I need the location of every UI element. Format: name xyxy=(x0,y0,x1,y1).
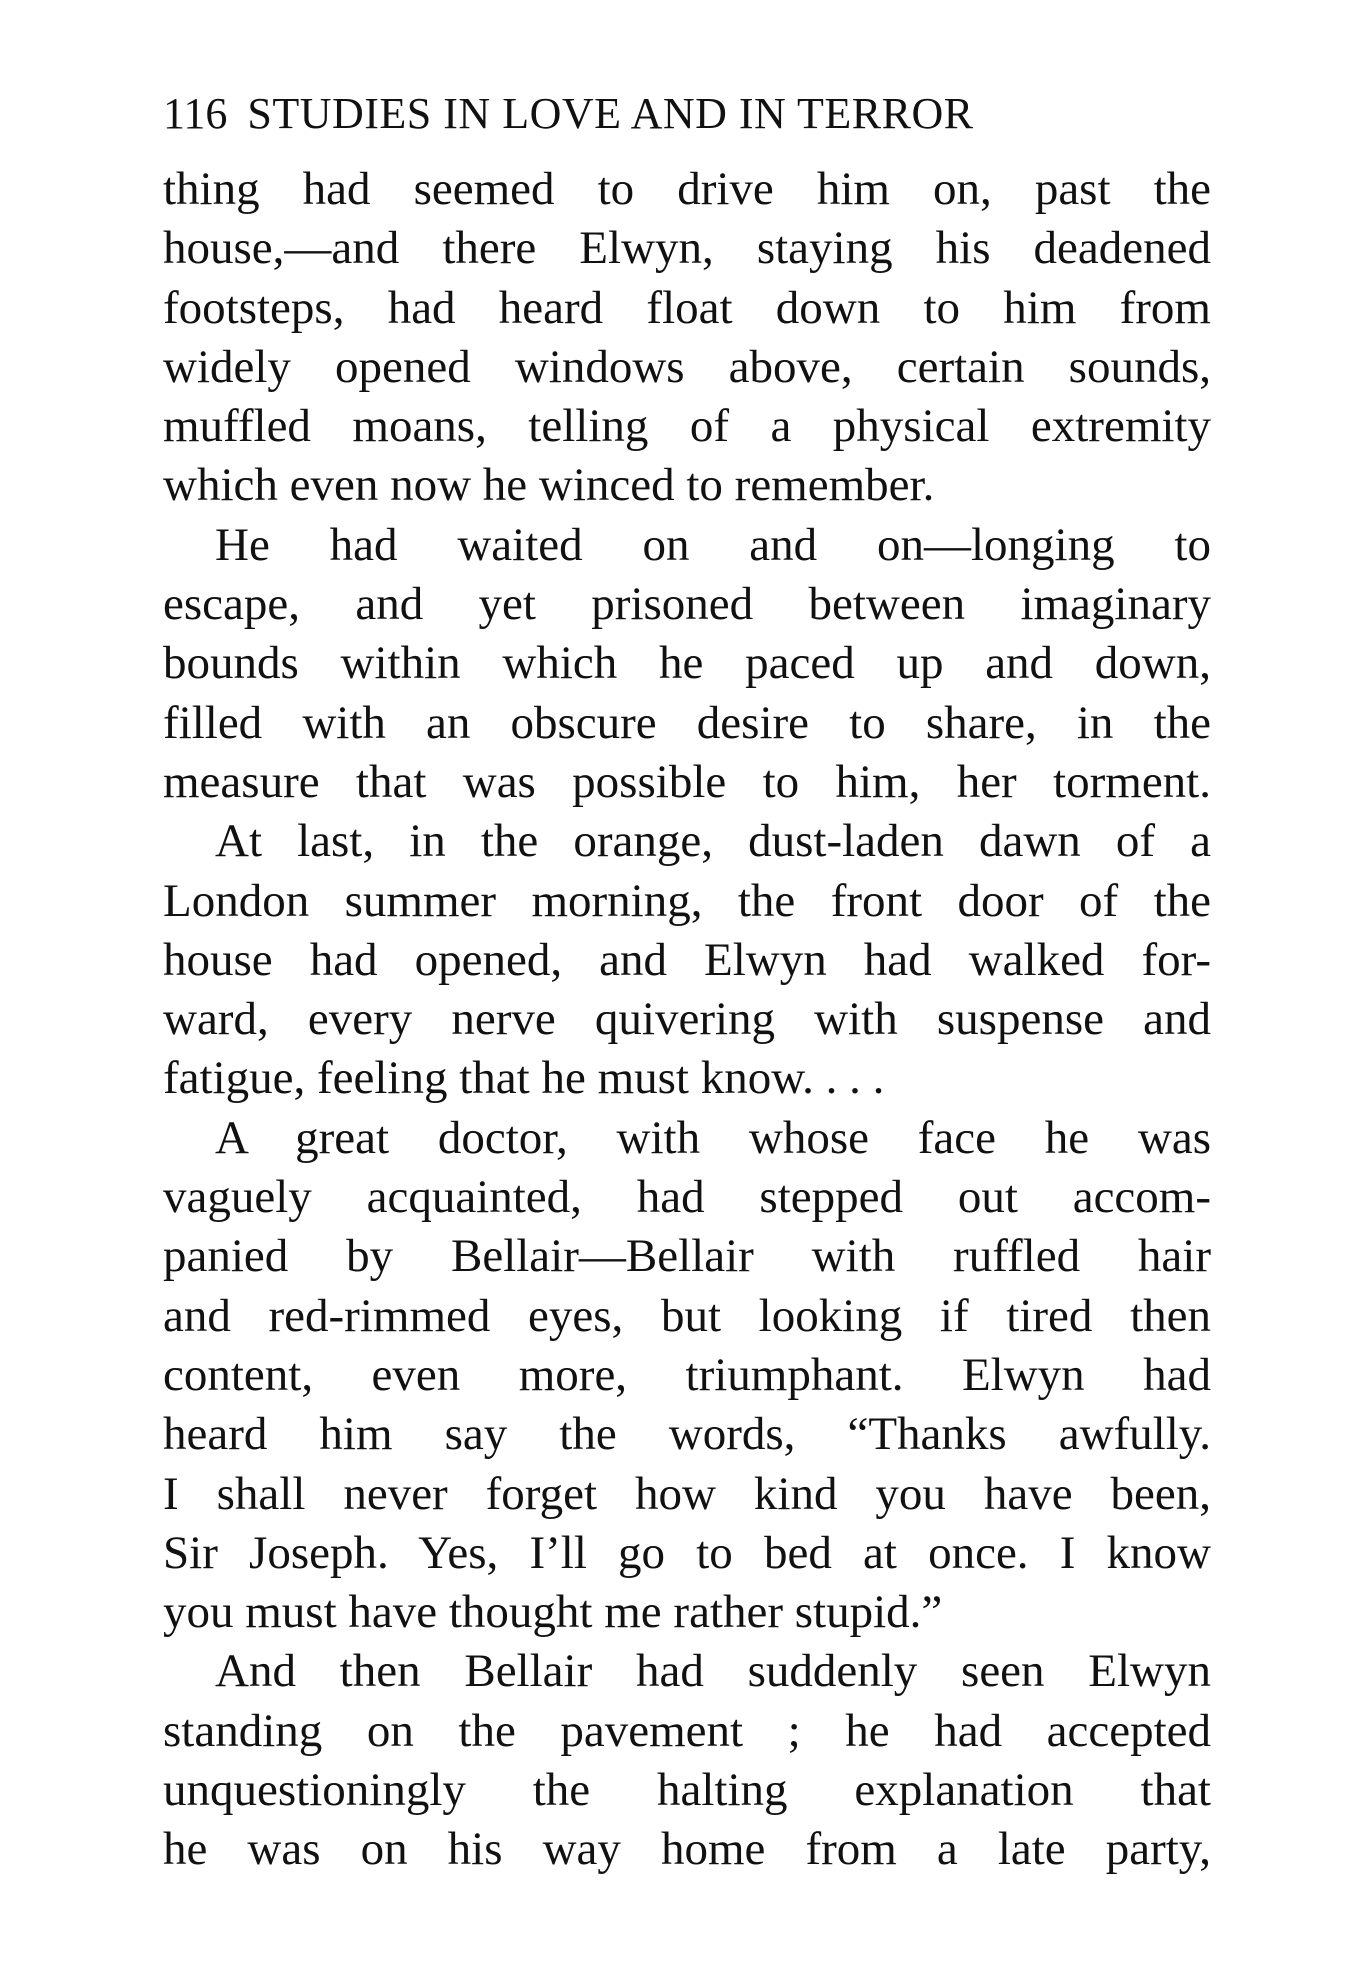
paragraph xyxy=(163,516,1211,812)
text-line: London summer morning, the front door of the xyxy=(163,874,1211,927)
running-head xyxy=(163,86,1203,142)
text-line: muffled moans, telling of a physical extremity xyxy=(163,400,1211,453)
text-line: Sir Joseph. Yes, I’ll go to bed at once. I know xyxy=(163,1526,1211,1579)
text-line: thing had seemed to drive him on, past the xyxy=(163,163,1211,215)
text-line: vaguely acquainted, had stepped out accom- xyxy=(163,1171,1211,1224)
text-line: house,—and there Elwyn, staying his deadened xyxy=(163,222,1211,275)
text-line: standing on the pavement ; he had accepted xyxy=(163,1704,1211,1757)
text-line: footsteps, had heard float down to him from xyxy=(163,281,1211,334)
text-line: heard him say the words, “Thanks awfully. xyxy=(163,1408,1211,1461)
text-line: you must have thought me rather stupid.” xyxy=(163,1586,943,1639)
text-line: which even now he winced to remember. xyxy=(163,459,935,512)
text-line: He had waited on and on—longing to xyxy=(215,518,1211,571)
text-line: and red-rimmed eyes, but looking if tired then xyxy=(163,1289,1211,1342)
text-line: fatigue, feeling that he must know. . . . xyxy=(163,1052,885,1105)
text-line: content, even more, triumphant. Elwyn had xyxy=(163,1348,1211,1401)
body-text xyxy=(163,160,1211,1880)
text-line: filled with an obscure desire to share, in the xyxy=(163,696,1211,749)
text-line: escape, and yet prisoned between imaginary xyxy=(163,578,1211,631)
book-title: STUDIES IN LOVE AND IN TERROR xyxy=(247,89,974,138)
text-line: measure that was possible to him, her torment. xyxy=(163,755,1211,808)
text-line: house had opened, and Elwyn had walked for- xyxy=(163,933,1211,986)
page-number: 116 xyxy=(163,89,228,138)
text-line: I shall never forget how kind you have been, xyxy=(163,1467,1211,1520)
text-line: bounds within which he paced up and down, xyxy=(163,637,1211,690)
paragraph xyxy=(163,1642,1211,1879)
text-line: ward, every nerve quivering with suspense and xyxy=(163,993,1211,1046)
paragraph xyxy=(163,812,1211,1108)
text-line: panied by Bellair—Bellair with ruffled hair xyxy=(163,1230,1211,1283)
text-line: widely opened windows above, certain sounds, xyxy=(163,340,1211,393)
text-line: he was on his way home from a late party, xyxy=(163,1823,1211,1876)
text-line: At last, in the orange, dust-laden dawn of a xyxy=(215,815,1211,868)
paragraph xyxy=(163,160,1211,516)
text-line: unquestioningly the halting explanation that xyxy=(163,1764,1211,1817)
paragraph xyxy=(163,1109,1211,1643)
text-line: A great doctor, with whose face he was xyxy=(215,1111,1211,1164)
text-line: And then Bellair had suddenly seen Elwyn xyxy=(215,1645,1211,1698)
